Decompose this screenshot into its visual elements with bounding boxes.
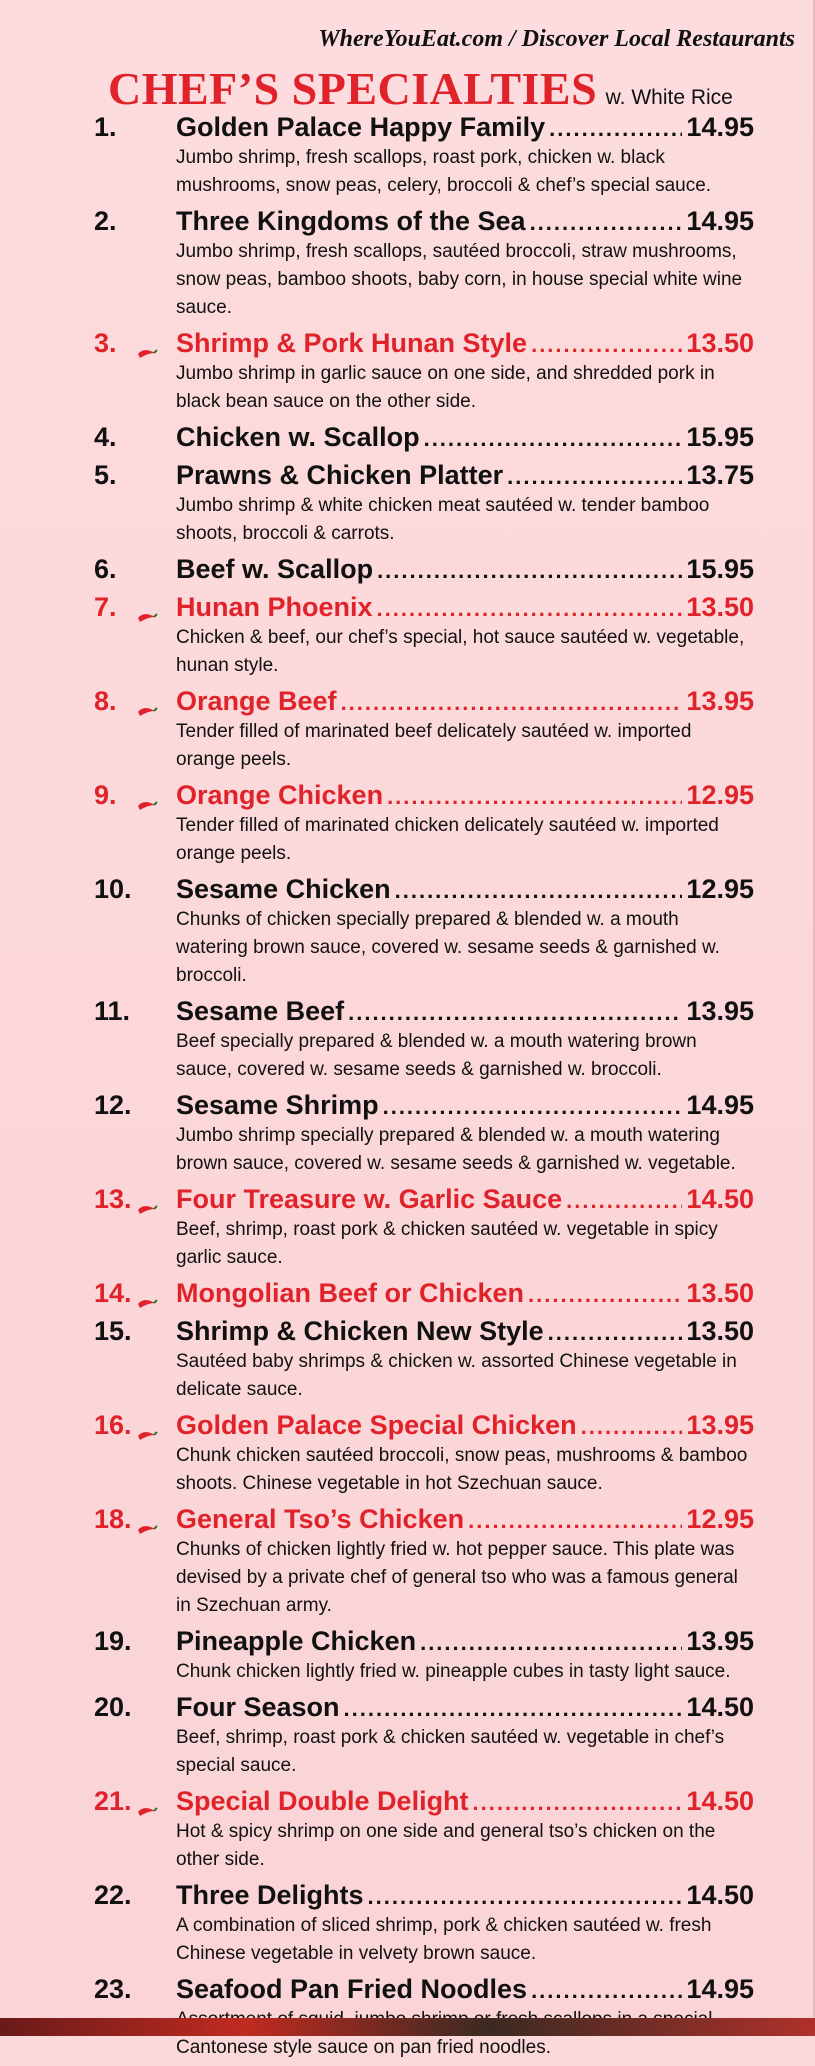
menu-item bbox=[94, 1182, 754, 1272]
item-name: Sesame Chicken bbox=[176, 874, 391, 904]
item-number bbox=[94, 1878, 176, 1912]
item-description: Jumbo shrimp, fresh scallops, sautéed broccoli, straw mushrooms, snow peas, bamboo shoots, baby corn, in house special white wine sauce. bbox=[176, 241, 743, 318]
site-header: WhereYouEat.com / Discover Local Restaurants bbox=[318, 26, 795, 52]
item-description: Chunks of chicken specially prepared & blended w. a mouth watering brown sauce, covered w. sesame seeds & garnished w. broccoli. bbox=[176, 909, 720, 986]
hot-pepper-icon bbox=[136, 693, 158, 709]
item-description: Chunk chicken sautéed broccoli, snow peas, mushrooms & bamboo shoots. Chinese vegetable in hot Szechuan sauce. bbox=[176, 1445, 748, 1494]
menu-item bbox=[94, 1624, 754, 1686]
menu-list bbox=[94, 110, 754, 2066]
item-number-text: 7. bbox=[94, 592, 117, 622]
dot-leader bbox=[549, 110, 682, 144]
menu-item bbox=[94, 994, 754, 1084]
menu-item bbox=[94, 1972, 754, 2062]
item-description: Tender filled of marinated chicken delicately sautéed w. imported orange peels. bbox=[176, 815, 719, 864]
hot-pepper-icon bbox=[136, 1511, 158, 1527]
item-name: Shrimp & Chicken New Style bbox=[176, 1316, 544, 1346]
menu-item-line bbox=[94, 778, 754, 812]
item-price: 14.50 bbox=[686, 1786, 754, 1816]
menu-item-line bbox=[94, 1408, 754, 1442]
menu-item bbox=[94, 778, 754, 868]
item-number-text: 16. bbox=[94, 1410, 132, 1440]
item-name: Seafood Pan Fried Noodles bbox=[176, 1974, 528, 2004]
item-name: Three Kingdoms of the Sea bbox=[176, 206, 526, 236]
menu-item-line bbox=[94, 326, 754, 360]
item-number-text: 1. bbox=[94, 112, 117, 142]
item-number bbox=[94, 420, 176, 454]
menu-item bbox=[94, 1878, 754, 1968]
menu-item-line bbox=[94, 110, 754, 144]
item-number-text: 14. bbox=[94, 1278, 132, 1308]
item-number-text: 23. bbox=[94, 1974, 132, 2004]
item-description: Beef, shrimp, roast pork & chicken sautéed w. vegetable in spicy garlic sauce. bbox=[176, 1219, 718, 1268]
item-name: Sesame Shrimp bbox=[176, 1090, 379, 1120]
item-price: 14.95 bbox=[686, 112, 754, 142]
item-price: 13.95 bbox=[686, 996, 754, 1026]
item-number-text: 2. bbox=[94, 206, 117, 236]
item-number-text: 21. bbox=[94, 1786, 132, 1816]
item-description: Jumbo shrimp, fresh scallops, roast pork, chicken w. black mushrooms, snow peas, celery, broccoli & chef’s special sauce. bbox=[176, 147, 712, 196]
item-name: Orange Chicken bbox=[176, 780, 384, 810]
item-name: Beef w. Scallop bbox=[176, 554, 374, 584]
menu-item bbox=[94, 458, 754, 548]
menu-item-line bbox=[94, 458, 754, 492]
item-number bbox=[94, 1276, 176, 1310]
dot-leader bbox=[383, 1088, 683, 1122]
item-number-text: 5. bbox=[94, 460, 117, 490]
menu-item bbox=[94, 1690, 754, 1780]
item-name: Three Delights bbox=[176, 1880, 364, 1910]
item-name: Prawns & Chicken Platter bbox=[176, 460, 504, 490]
menu-item-line bbox=[94, 420, 754, 454]
item-description: Chunks of chicken lightly fried w. hot pepper sauce. This plate was devised by a private chef of general tso who was a famous general in Szechuan army. bbox=[176, 1539, 738, 1616]
dot-leader bbox=[531, 326, 682, 360]
item-description: Cantonese style sauce on pan fried noodles. bbox=[176, 2037, 551, 2058]
hot-pepper-icon bbox=[136, 1417, 158, 1433]
item-price: 14.95 bbox=[686, 1090, 754, 1120]
dot-leader bbox=[341, 684, 683, 718]
item-number bbox=[94, 204, 176, 238]
item-description: Jumbo shrimp specially prepared & blended w. a mouth watering brown sauce, covered w. sesame seeds & garnished w. vegetable. bbox=[176, 1125, 736, 1174]
section-title: CHEF’S SPECIALTIES bbox=[108, 63, 598, 114]
section-subtitle: w. White Rice bbox=[605, 86, 733, 109]
menu-item-line bbox=[94, 204, 754, 238]
item-price: 14.95 bbox=[686, 1974, 754, 2004]
item-price: 12.95 bbox=[686, 874, 754, 904]
item-price: 14.50 bbox=[686, 1184, 754, 1214]
item-price: 13.75 bbox=[686, 460, 754, 490]
menu-item bbox=[94, 590, 754, 680]
item-price: 14.95 bbox=[686, 206, 754, 236]
item-description: Jumbo shrimp & white chicken meat sautéed w. tender bamboo shoots, broccoli & carrots. bbox=[176, 495, 710, 544]
menu-item-line bbox=[94, 1182, 754, 1216]
item-number-text: 12. bbox=[94, 1090, 132, 1120]
item-name: Chicken w. Scallop bbox=[176, 422, 420, 452]
dot-leader bbox=[377, 552, 682, 586]
item-number-text: 15. bbox=[94, 1316, 132, 1346]
dot-leader bbox=[473, 1784, 683, 1818]
dot-leader bbox=[368, 1878, 683, 1912]
item-number bbox=[94, 684, 176, 718]
item-price: 13.50 bbox=[686, 592, 754, 622]
menu-item bbox=[94, 326, 754, 416]
item-price: 13.95 bbox=[686, 686, 754, 716]
hot-pepper-icon bbox=[136, 1793, 158, 1809]
dot-leader bbox=[344, 1690, 683, 1724]
item-number-text: 4. bbox=[94, 422, 117, 452]
item-number bbox=[94, 1624, 176, 1658]
menu-item-line bbox=[94, 1972, 754, 2006]
item-description: Beef, shrimp, roast pork & chicken sautéed w. vegetable in chef’s special sauce. bbox=[176, 1727, 725, 1776]
menu-item bbox=[94, 1314, 754, 1404]
dot-leader bbox=[530, 204, 683, 238]
menu-item-line bbox=[94, 1088, 754, 1122]
menu-item-line bbox=[94, 1784, 754, 1818]
menu-item bbox=[94, 420, 754, 454]
item-price: 13.50 bbox=[686, 1316, 754, 1346]
item-name: Mongolian Beef or Chicken bbox=[176, 1278, 525, 1308]
item-number bbox=[94, 1972, 176, 2006]
item-price: 13.95 bbox=[686, 1410, 754, 1440]
hot-pepper-icon bbox=[136, 787, 158, 803]
item-name: Pineapple Chicken bbox=[176, 1626, 417, 1656]
menu-item-line bbox=[94, 872, 754, 906]
menu-item-line bbox=[94, 684, 754, 718]
item-description: Beef specially prepared & blended w. a mouth watering brown sauce, covered w. sesame seeds & garnished w. broccoli. bbox=[176, 1031, 697, 1080]
menu-item-line bbox=[94, 590, 754, 624]
item-price: 13.50 bbox=[686, 1278, 754, 1308]
menu-item bbox=[94, 1088, 754, 1178]
item-number-text: 8. bbox=[94, 686, 117, 716]
menu-item bbox=[94, 110, 754, 200]
menu-item bbox=[94, 1408, 754, 1498]
dot-leader bbox=[531, 1972, 682, 2006]
item-number-text: 13. bbox=[94, 1184, 132, 1214]
item-description: Chunk chicken lightly fried w. pineapple cubes in tasty light sauce. bbox=[176, 1661, 731, 1682]
item-description: Chicken & beef, our chef’s special, hot sauce sautéed w. vegetable, hunan style. bbox=[176, 627, 745, 676]
menu-item-line bbox=[94, 1502, 754, 1536]
item-number-text: 6. bbox=[94, 554, 117, 584]
item-price: 13.95 bbox=[686, 1626, 754, 1656]
menu-item bbox=[94, 872, 754, 990]
hot-pepper-icon bbox=[136, 335, 158, 351]
item-description: A combination of sliced shrimp, pork & chicken sautéed w. fresh Chinese vegetable in velvety brown sauce. bbox=[176, 1915, 712, 1964]
item-number bbox=[94, 778, 176, 812]
menu-item-line bbox=[94, 1624, 754, 1658]
dot-leader bbox=[566, 1182, 682, 1216]
dot-leader bbox=[424, 420, 683, 454]
item-price: 15.95 bbox=[686, 422, 754, 452]
item-price: 15.95 bbox=[686, 554, 754, 584]
item-number-text: 19. bbox=[94, 1626, 132, 1656]
item-name: Golden Palace Happy Family bbox=[176, 112, 546, 142]
item-number bbox=[94, 994, 176, 1028]
menu-item bbox=[94, 684, 754, 774]
dot-leader bbox=[395, 872, 683, 906]
item-name: Orange Beef bbox=[176, 686, 337, 716]
item-name: Sesame Beef bbox=[176, 996, 345, 1026]
dot-leader bbox=[387, 778, 682, 812]
item-price: 14.50 bbox=[686, 1692, 754, 1722]
dot-leader bbox=[420, 1624, 682, 1658]
menu-item-line bbox=[94, 552, 754, 586]
item-number-text: 10. bbox=[94, 874, 132, 904]
item-number-text: 18. bbox=[94, 1504, 132, 1534]
item-number bbox=[94, 1182, 176, 1216]
item-name: General Tso’s Chicken bbox=[176, 1504, 465, 1534]
item-number bbox=[94, 552, 176, 586]
hot-pepper-icon bbox=[136, 1285, 158, 1301]
bottom-photo-strip bbox=[0, 2018, 815, 2036]
item-price: 12.95 bbox=[686, 780, 754, 810]
item-description: Hot & spicy shrimp on one side and general tso’s chicken on the other side. bbox=[176, 1821, 716, 1870]
item-number-text: 20. bbox=[94, 1692, 132, 1722]
item-name: Special Double Delight bbox=[176, 1786, 469, 1816]
item-description: Tender filled of marinated beef delicately sautéed w. imported orange peels. bbox=[176, 721, 692, 770]
item-number bbox=[94, 590, 176, 624]
item-name: Shrimp & Pork Hunan Style bbox=[176, 328, 528, 358]
item-description: Sautéed baby shrimps & chicken w. assorted Chinese vegetable in delicate sauce. bbox=[176, 1351, 737, 1400]
item-name: Four Treasure w. Garlic Sauce bbox=[176, 1184, 563, 1214]
dot-leader bbox=[528, 1276, 682, 1310]
item-number bbox=[94, 1784, 176, 1818]
item-name: Golden Palace Special Chicken bbox=[176, 1410, 577, 1440]
item-number bbox=[94, 1690, 176, 1724]
item-description: Jumbo shrimp in garlic sauce on one side, and shredded pork in black bean sauce on the other side. bbox=[176, 363, 715, 412]
item-number bbox=[94, 458, 176, 492]
menu-item bbox=[94, 204, 754, 322]
item-number bbox=[94, 1502, 176, 1536]
item-number bbox=[94, 1408, 176, 1442]
item-number-text: 11. bbox=[94, 996, 131, 1026]
menu-item bbox=[94, 1784, 754, 1874]
item-number bbox=[94, 1088, 176, 1122]
item-name: Four Season bbox=[176, 1692, 340, 1722]
item-number-text: 9. bbox=[94, 780, 117, 810]
dot-leader bbox=[377, 590, 683, 624]
menu-item-line bbox=[94, 1690, 754, 1724]
dot-leader bbox=[348, 994, 682, 1028]
dot-leader bbox=[548, 1314, 683, 1348]
dot-leader bbox=[581, 1408, 683, 1442]
hot-pepper-icon bbox=[136, 1191, 158, 1207]
item-number bbox=[94, 326, 176, 360]
menu-item-line bbox=[94, 1878, 754, 1912]
item-number bbox=[94, 872, 176, 906]
dot-leader bbox=[507, 458, 682, 492]
menu-item bbox=[94, 552, 754, 586]
dot-leader bbox=[468, 1502, 682, 1536]
menu-item bbox=[94, 1502, 754, 1620]
menu-item-line bbox=[94, 1276, 754, 1310]
hot-pepper-icon bbox=[136, 599, 158, 615]
menu-item-line bbox=[94, 1314, 754, 1348]
item-number-text: 22. bbox=[94, 1880, 132, 1910]
item-price: 13.50 bbox=[686, 328, 754, 358]
item-price: 12.95 bbox=[686, 1504, 754, 1534]
item-name: Hunan Phoenix bbox=[176, 592, 373, 622]
item-number bbox=[94, 1314, 176, 1348]
section-title-row bbox=[108, 62, 733, 115]
item-number bbox=[94, 110, 176, 144]
item-number-text: 3. bbox=[94, 328, 117, 358]
item-price: 14.50 bbox=[686, 1880, 754, 1910]
menu-item-line bbox=[94, 994, 754, 1028]
menu-item bbox=[94, 1276, 754, 1310]
